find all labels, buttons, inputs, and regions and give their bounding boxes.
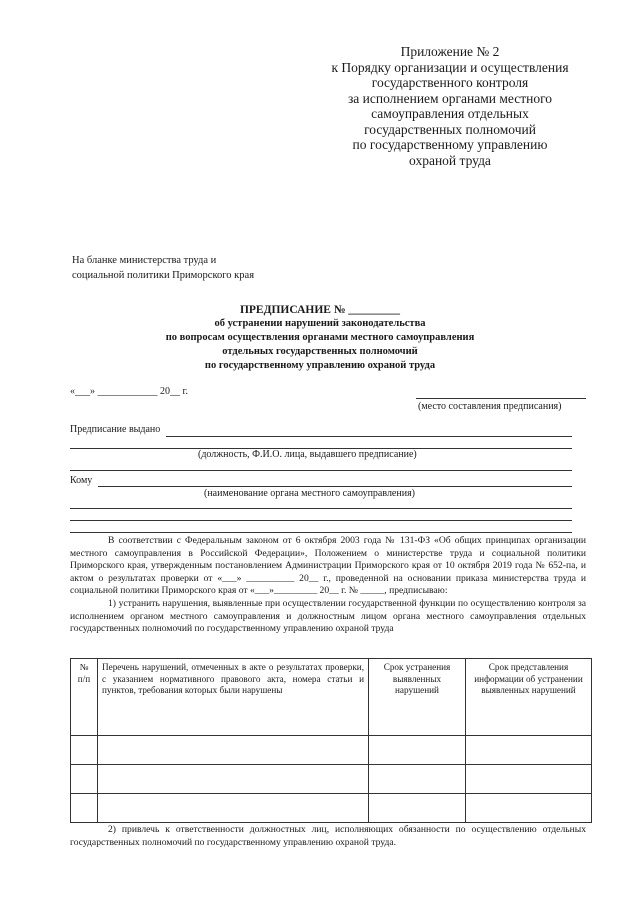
appendix-line: государственных полномочий <box>364 121 536 137</box>
col-violations-header: Перечень нарушений, отмеченных в акте о результатах проверки, с указанием нормативного правового акта, номера статьи и пунктов, требования которых были нарушены <box>98 659 369 736</box>
title-line-5: по государственному управлению охраной труда <box>204 360 436 371</box>
table-cell[interactable] <box>71 794 98 823</box>
to-line-3 <box>70 520 572 521</box>
appendix-line: охраной труда <box>409 152 491 168</box>
table-cell[interactable] <box>369 736 466 765</box>
table-header-row <box>71 659 592 736</box>
table-cell[interactable] <box>98 736 369 765</box>
appendix-line: за исполнением органами местного <box>347 90 553 106</box>
item-2-block <box>70 824 586 849</box>
col-number-header: № п/п <box>71 659 98 736</box>
table-row <box>71 794 592 823</box>
body-caption: (наименование органа местного самоуправления) <box>204 488 416 499</box>
table-cell[interactable] <box>71 736 98 765</box>
document-title <box>80 303 560 373</box>
to-line-4 <box>70 532 572 533</box>
to-line-2 <box>70 508 572 509</box>
to-label: Кому <box>70 475 93 486</box>
title-line-4: отдельных государственных полномочий <box>222 346 418 357</box>
violations-table <box>70 658 592 823</box>
date-field: «___» ____________ 20__ г. <box>70 386 188 397</box>
table-cell[interactable] <box>98 794 369 823</box>
table-cell[interactable] <box>98 765 369 794</box>
appendix-line: самоуправления отдельных <box>371 106 529 121</box>
title-line-3: по вопросам осуществления органами местного самоуправления <box>165 332 475 343</box>
body-text <box>70 535 586 636</box>
item-1: 1) устранить нарушения, выявленные при осуществлении государственной функции по осуществлению контроля за исполнением органом местного самоуправления и должностным лицом органа местного самоуправления отдельных государственных полномочий по государственному управлению охраной труда <box>70 597 586 635</box>
table-cell[interactable] <box>466 794 592 823</box>
main-paragraph: В соответствии с Федеральным законом от 6 октября 2003 года № 131-ФЗ «Об общих принципах организации местного самоуправления в Российской Федерации», Положением о министерстве труда и социальной политики Приморского края, утвержденным постановлением Администрации Приморского края от 10 октября 2019 года № 652-па, и актом о результатах проверки от «___» __________ 20__ г., проведенной на основании приказа министерства труда и социальной политики Приморского края от «___»_________ 20__ г. № _____, предписываю: <box>70 535 586 597</box>
table-row <box>71 765 592 794</box>
appendix-line: Приложение № 2 <box>400 44 500 59</box>
letterhead-line-1: На бланке министерства труда и <box>72 255 217 266</box>
table-cell[interactable] <box>466 765 592 794</box>
table-cell[interactable] <box>71 765 98 794</box>
title-line-2: об устранении нарушений законодательства <box>214 318 426 329</box>
table-cell[interactable] <box>369 765 466 794</box>
col-deadline-header: Срок устранения выявленных нарушений <box>369 659 466 736</box>
position-caption: (должность, Ф.И.О. лица, выдавшего предписание) <box>198 449 417 460</box>
appendix-line: к Порядку организации и осуществления <box>331 59 569 75</box>
table-row <box>71 736 592 765</box>
col-report-header: Срок представления информации об устранении выявленных нарушений <box>466 659 592 736</box>
appendix-line: государственного контроля <box>371 75 529 90</box>
to-line <box>98 486 572 487</box>
letterhead-line-2: социальной политики Приморского края <box>72 270 255 281</box>
issued-label: Предписание выдано <box>70 424 161 435</box>
item-2: 2) привлечь к ответственности должностных лиц, исполняющих обязанности по осуществлению отдельных государственных полномочий по государственному управлению охраной труда. <box>70 824 586 848</box>
place-line <box>416 398 586 399</box>
table-cell[interactable] <box>369 794 466 823</box>
letterhead-note <box>72 253 254 283</box>
issued-line-3 <box>70 470 572 471</box>
appendix-line: по государственному управлению <box>352 137 548 152</box>
issued-line <box>166 436 572 437</box>
table-cell[interactable] <box>466 736 592 765</box>
title-line-1: ПРЕДПИСАНИЕ № _________ <box>239 304 401 316</box>
appendix-header <box>300 44 600 168</box>
place-caption: (место составления предписания) <box>418 401 562 412</box>
